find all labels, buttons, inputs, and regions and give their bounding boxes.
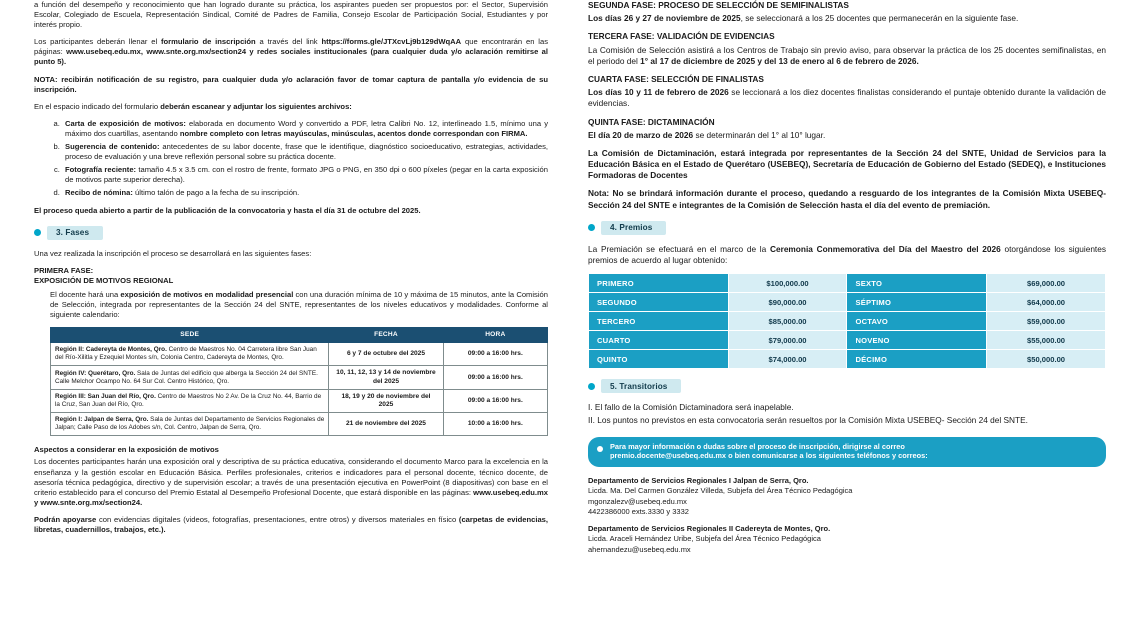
contact-name: Licda. Araceli Hernández Uribe, Subjefa del Área Técnico Pedagógica xyxy=(588,534,821,544)
banner-line-1: Para mayor información o dudas sobre el proceso de inscripción, dirigirse al correo xyxy=(610,441,905,451)
contact-jalpan xyxy=(588,476,1106,517)
aspectos-text-2: con evidencias digitales (videos, fotografías, presentaciones, entre otros) y diversos materiales en físico xyxy=(96,514,459,524)
documents-list xyxy=(34,119,548,199)
section-title-5: 5. Transitorios xyxy=(601,379,681,393)
prize-place: SÉPTIMO xyxy=(847,293,987,312)
escanear-bold: deberán escanear y adjuntar los siguientes archivos: xyxy=(160,101,352,111)
cell-fecha: 21 de noviembre del 2025 xyxy=(329,413,443,436)
form-bold-2: www.usebeq.edu.mx, www.snte.org.mx/section24 y redes sociales institucionales (para cualquier duda y/o aclaración remitirse al punto 5). xyxy=(34,47,548,67)
escanear-paragraph xyxy=(34,102,548,112)
fase-4-title: CUARTA FASE: SELECCIÓN DE FINALISTAS xyxy=(588,73,764,84)
section-header-premios xyxy=(588,221,1106,235)
sede-address: Centro de Maestros No. 04 Carretera libre San Juan del Río-Xilitla y Ezequiel Montes s/n, Colonia Centro, Cadereyta de Montes, Qro. xyxy=(55,346,317,362)
nota-proceso xyxy=(588,188,1106,210)
sede-name: Región I: Jalpan de Serra, Qro. xyxy=(55,416,149,424)
cell-fecha: 18, 19 y 20 de noviembre del 2025 xyxy=(329,389,443,412)
fase-3-bold: 1° al 17 de diciembre de 2025 y del 13 de enero al 6 de febrero de 2026. xyxy=(640,55,919,66)
right-column xyxy=(570,0,1140,641)
contact-name: Licda. Ma. Del Carmen González Villeda, Subjefa del Área Técnico Pedagógica xyxy=(588,486,853,496)
fase-2-paragraph xyxy=(588,13,1106,24)
nota-label: NOTA: xyxy=(34,74,58,84)
prize-amount: $90,000.00 xyxy=(728,293,847,312)
comision-dictaminacion: La Comisión de Dictaminación, estará integrada por representantes de la Sección 24 del SNTE, Unidad de Servicios para la Educación Básica en el Estado de Querétaro (USEBEQ), Secretaría de Educación de Gobierno del Estado (SEDEQ), e Instituciones Formadoras de Docentes xyxy=(588,147,1106,181)
table-row xyxy=(589,331,1106,350)
aspectos-title: Aspectos a considerar en la exposición de motivos xyxy=(34,445,219,455)
cell-hora: 09:00 a 16:00 hrs. xyxy=(443,389,547,412)
aspectos-paragraph-2 xyxy=(34,515,548,535)
sede-address: Sala de Juntas del Departamento de Servicios Regionales de Jalpan; Calle Paso de los Adobes s/n, Col. Centro, Jalpan de Serra, Qro. xyxy=(55,416,325,432)
fase-1-paragraph xyxy=(50,290,548,320)
contact-phone: 4422386000 exts.3330 y 3332 xyxy=(588,506,689,516)
prize-amount: $100,000.00 xyxy=(728,274,847,293)
bullet-dot-icon xyxy=(597,446,603,452)
prizes-table xyxy=(588,273,1106,369)
nota-proceso-text: No se brindará información durante el proceso, quedando a resguardo de los integrantes de la Comisión Mixta USEBEQ-Sección 24 del SNTE e integrantes de la Comisión de Selección hasta el día del evento de premiación. xyxy=(588,188,1106,210)
intro-paragraph: a función del desempeño y reconocimiento que han logrado durante su práctica, los aspirantes pueden ser propuestos por: el Sector, Supervisión Escolar, Colegiado de Escuela, Representación Sindical, Comité de Padres de Familia, Consejo Escolar de Participación Social, Estudiantes y por interés propio. xyxy=(34,0,548,30)
fase-1-heading xyxy=(34,266,548,286)
table-row xyxy=(51,366,548,389)
form-text-2: a través del link xyxy=(255,37,322,47)
cell-hora: 09:00 a 16:00 hrs. xyxy=(443,366,547,389)
prize-amount: $85,000.00 xyxy=(728,312,847,331)
form-text-1: Los participantes deberán llenar el xyxy=(34,37,162,47)
aspectos-text-1: Los docentes participantes harán una exposición oral y descriptiva de su práctica educativa, considerando el documento Marco para la excelencia en la enseñanza y la gestión escolar en Educación Básica. Perfiles profesionales, criterios e indicadores para el personal docente, técnico docente, de asesoría técnica pedagógica, directivo y de supervisión escolar; a través de una presentación ejecutiva en PowerPoint (8 diapositivas) con base en el criterio establecido para el concurso del Premio Estatal al Desempeño Profesional Docente, que estará disponible en las páginas: xyxy=(34,457,548,497)
prize-place: PRIMERO xyxy=(589,274,729,293)
fase-3-paragraph xyxy=(588,45,1106,67)
item-d-bold: Recibo de nómina: xyxy=(65,188,133,198)
cell-hora: 10:00 a 16:00 hrs. xyxy=(443,413,547,436)
prize-amount: $55,000.00 xyxy=(987,331,1106,350)
aspectos-bold-2: (carpetas de evidencias, libretas, cuadernillos, trabajos, etc.). xyxy=(34,514,548,534)
item-c-text: tamaño 4.5 x 3.5 cm. con el rostro de frente, formato JPG o PNG, en 350 dpi o 600 píxeles (pegar en la carta exposición de motivos parte superior derecha). xyxy=(65,165,548,185)
aspectos-bold-1: Podrán apoyarse xyxy=(34,514,97,524)
list-item xyxy=(62,142,548,162)
form-text-3: que encontrarán en las páginas: xyxy=(34,37,548,57)
aspectos-links[interactable]: www.usebeq.edu.mx y www.snte.org.mx/section24. xyxy=(34,487,548,507)
cell-sede xyxy=(51,343,329,366)
premios-text-2: otorgándose los siguientes premios de acuerdo al lugar obtenido: xyxy=(588,243,1107,265)
prize-place: SEXTO xyxy=(847,274,987,293)
aspectos-paragraph-1 xyxy=(34,457,548,507)
contact-banner xyxy=(588,437,1106,468)
th-hora: HORA xyxy=(443,328,547,343)
fase-4-paragraph xyxy=(588,87,1106,109)
list-item xyxy=(62,165,548,185)
fase-5-text: se determinarán del 1° al 10° lugar. xyxy=(693,129,826,140)
banner-line-2[interactable]: premio.docente@usebeq.edu.mx o bien comunicarse a los siguientes teléfonos y correos: xyxy=(610,451,928,461)
item-a-bold: Carta de exposición de motivos: xyxy=(65,118,186,128)
nota-proceso-label: Nota: xyxy=(588,188,610,199)
fases-intro: Una vez realizada la inscripción el proceso se desarrollará en las siguientes fases: xyxy=(34,248,312,258)
prize-place: TERCERO xyxy=(589,312,729,331)
nota-registro xyxy=(34,75,548,95)
table-row xyxy=(589,350,1106,369)
item-b-text: antecedentes de su labor docente, frase que le identifique, diagnóstico socioeducativo, estrategias, actividades, proceso de evaluación y una breve reflexión personal sobre su práctica docente. xyxy=(65,142,549,162)
fase-5-paragraph xyxy=(588,130,1106,141)
nota-text: recibirán notificación de su registro, para cualquier duda y/o aclaración favor de tomar captura de pantalla y/o evidencia de su inscripción. xyxy=(34,74,548,94)
prize-amount: $79,000.00 xyxy=(728,331,847,350)
bullet-dot-icon xyxy=(588,224,595,231)
fase-5-bold: El día 20 de marzo de 2026 xyxy=(588,129,694,140)
bullet-dot-icon xyxy=(588,383,595,390)
fase-2-text: , se seleccionará a los 25 docentes que permanecerán en la siguiente fase. xyxy=(740,13,1019,24)
contact-cadereyta xyxy=(588,524,1106,555)
premios-paragraph xyxy=(588,244,1106,266)
section-header-fases xyxy=(34,226,548,240)
form-bold-1: formulario de inscripción xyxy=(161,37,256,47)
transitorio-2: II. Los puntos no previstos en esta convocatoria serán resueltos por la Comisión Mixta USEBEQ- Sección 24 del SNTE. xyxy=(588,415,1028,426)
item-a-bold2: nombre completo con letras mayúsculas, minúsculas, acentos donde correspondan con FIRMA. xyxy=(179,128,528,138)
escanear-text: En el espacio indicado del formulario xyxy=(34,101,161,111)
item-a-text: elaborada en documento Word y convertido a PDF, letra Calibri No. 12, interlineado 1.5, mínimo una y máximo dos cuartillas, asentando xyxy=(65,118,549,138)
fase-1-text-1: El docente hará una xyxy=(50,289,121,299)
cell-fecha: 6 y 7 de octubre del 2025 xyxy=(329,343,443,366)
table-row xyxy=(51,389,548,412)
premios-text-1: La Premiación se efectuará en el marco de la xyxy=(588,243,770,254)
premios-bold: Ceremonia Conmemorativa del Día del Maestro del 2026 xyxy=(769,243,1001,254)
proceso-abierto: El proceso queda abierto a partir de la publicación de la convocatoria y hasta el día 31 de octubre del 2025. xyxy=(34,205,421,215)
section-title-4: 4. Premios xyxy=(601,221,666,235)
fase-2-title: SEGUNDA FASE: PROCESO DE SELECCIÓN DE SEMIFINALISTAS xyxy=(588,0,849,10)
prize-place: OCTAVO xyxy=(847,312,987,331)
fase-1-line-1: PRIMERA FASE: xyxy=(34,265,94,275)
table-row xyxy=(589,274,1106,293)
list-item xyxy=(62,119,548,139)
section-title-3: 3. Fases xyxy=(47,226,103,240)
fase-1-line-2: EXPOSICIÓN DE MOTIVOS REGIONAL xyxy=(34,275,174,285)
sede-address: Centro de Maestros No 2 Av. De la Cruz No. 44, Barrio de la Cruz, San Juan del Río, Qro. xyxy=(55,393,322,409)
table-row xyxy=(589,293,1106,312)
fase-5-title: QUINTA FASE: DICTAMINACIÓN xyxy=(588,116,715,127)
prize-amount: $50,000.00 xyxy=(987,350,1106,369)
cell-sede xyxy=(51,366,329,389)
item-c-bold: Fotografía reciente: xyxy=(65,165,137,175)
table-header-row xyxy=(51,328,548,343)
form-paragraph xyxy=(34,37,548,67)
prize-amount: $64,000.00 xyxy=(987,293,1106,312)
th-fecha: FECHA xyxy=(329,328,443,343)
fase-1-text-2: con una duración mínima de 10 y máxima de 15 minutos, ante la Comisión de Selección, integrada por representantes de la Sección 24 del SNTE, representantes de los niveles educativos y modalidades. Conforme al siguiente calendario: xyxy=(50,289,548,320)
fase-4-text: se leccionará a los diez docentes finalistas considerando el puntaje obtenido durante la validación de evidencias. xyxy=(588,87,1106,109)
table-row xyxy=(589,312,1106,331)
cell-fecha: 10, 11, 12, 13 y 14 de noviembre del 2025 xyxy=(329,366,443,389)
sede-name: Región II: Cadereyta de Montes, Qro. xyxy=(55,346,167,354)
form-link[interactable]: https://forms.gle/JTXcvLj9b129dWqAA xyxy=(321,37,462,47)
contact-department: Departamento de Servicios Regionales I Jalpan de Serra, Qro. xyxy=(588,476,809,486)
list-item xyxy=(62,188,548,198)
prize-place: SEGUNDO xyxy=(589,293,729,312)
contact-department: Departamento de Servicios Regionales II Cadereyta de Montes, Qro. xyxy=(588,524,831,534)
prize-amount: $59,000.00 xyxy=(987,312,1106,331)
prize-place: CUARTO xyxy=(589,331,729,350)
table-row xyxy=(51,413,548,436)
item-d-text: último talón de pago a la fecha de su inscripción. xyxy=(132,188,300,198)
th-sede: SEDE xyxy=(51,328,329,343)
prize-place: QUINTO xyxy=(589,350,729,369)
cell-hora: 09:00 a 16:00 hrs. xyxy=(443,343,547,366)
fase-1-bold: exposición de motivos en modalidad presencial xyxy=(120,289,294,299)
section-header-transitorios xyxy=(588,379,1106,393)
prize-amount: $74,000.00 xyxy=(728,350,847,369)
schedule-table xyxy=(50,327,548,436)
fase-4-bold: Los días 10 y 11 de febrero de 2026 xyxy=(588,87,729,98)
prize-place: DÉCIMO xyxy=(847,350,987,369)
transitorio-1: I. El fallo de la Comisión Dictaminadora será inapelable. xyxy=(588,402,794,413)
prize-place: NOVENO xyxy=(847,331,987,350)
sede-address: Sala de Juntas del edificio que alberga la Sección 24 del SNTE. Calle Melchor Ocampo No. 64 Sur Col. Centro Histórico, Qro. xyxy=(55,369,318,385)
item-b-bold: Sugerencia de contenido: xyxy=(65,142,160,152)
contact-email[interactable]: mgonzalezv@usebeq.edu.mx xyxy=(588,496,687,506)
contact-email[interactable]: ahernandezu@usebeq.edu.mx xyxy=(588,544,691,554)
table-row xyxy=(51,343,548,366)
fase-2-bold: Los días 26 y 27 de noviembre de 2025 xyxy=(588,13,741,24)
cell-sede xyxy=(51,413,329,436)
bullet-dot-icon xyxy=(34,229,41,236)
fase-3-title: TERCERA FASE: VALIDACIÓN DE EVIDENCIAS xyxy=(588,31,775,42)
sede-name: Región III: San Juan del Río, Qro. xyxy=(55,393,156,401)
fase-3-text: La Comisión de Selección asistirá a los Centros de Trabajo sin previo aviso, para observar la práctica de los 25 docentes semifinalistas, en el periodo del xyxy=(588,44,1106,66)
prize-amount: $69,000.00 xyxy=(987,274,1106,293)
sede-name: Región IV: Querétaro, Qro. xyxy=(55,369,136,377)
cell-sede xyxy=(51,389,329,412)
